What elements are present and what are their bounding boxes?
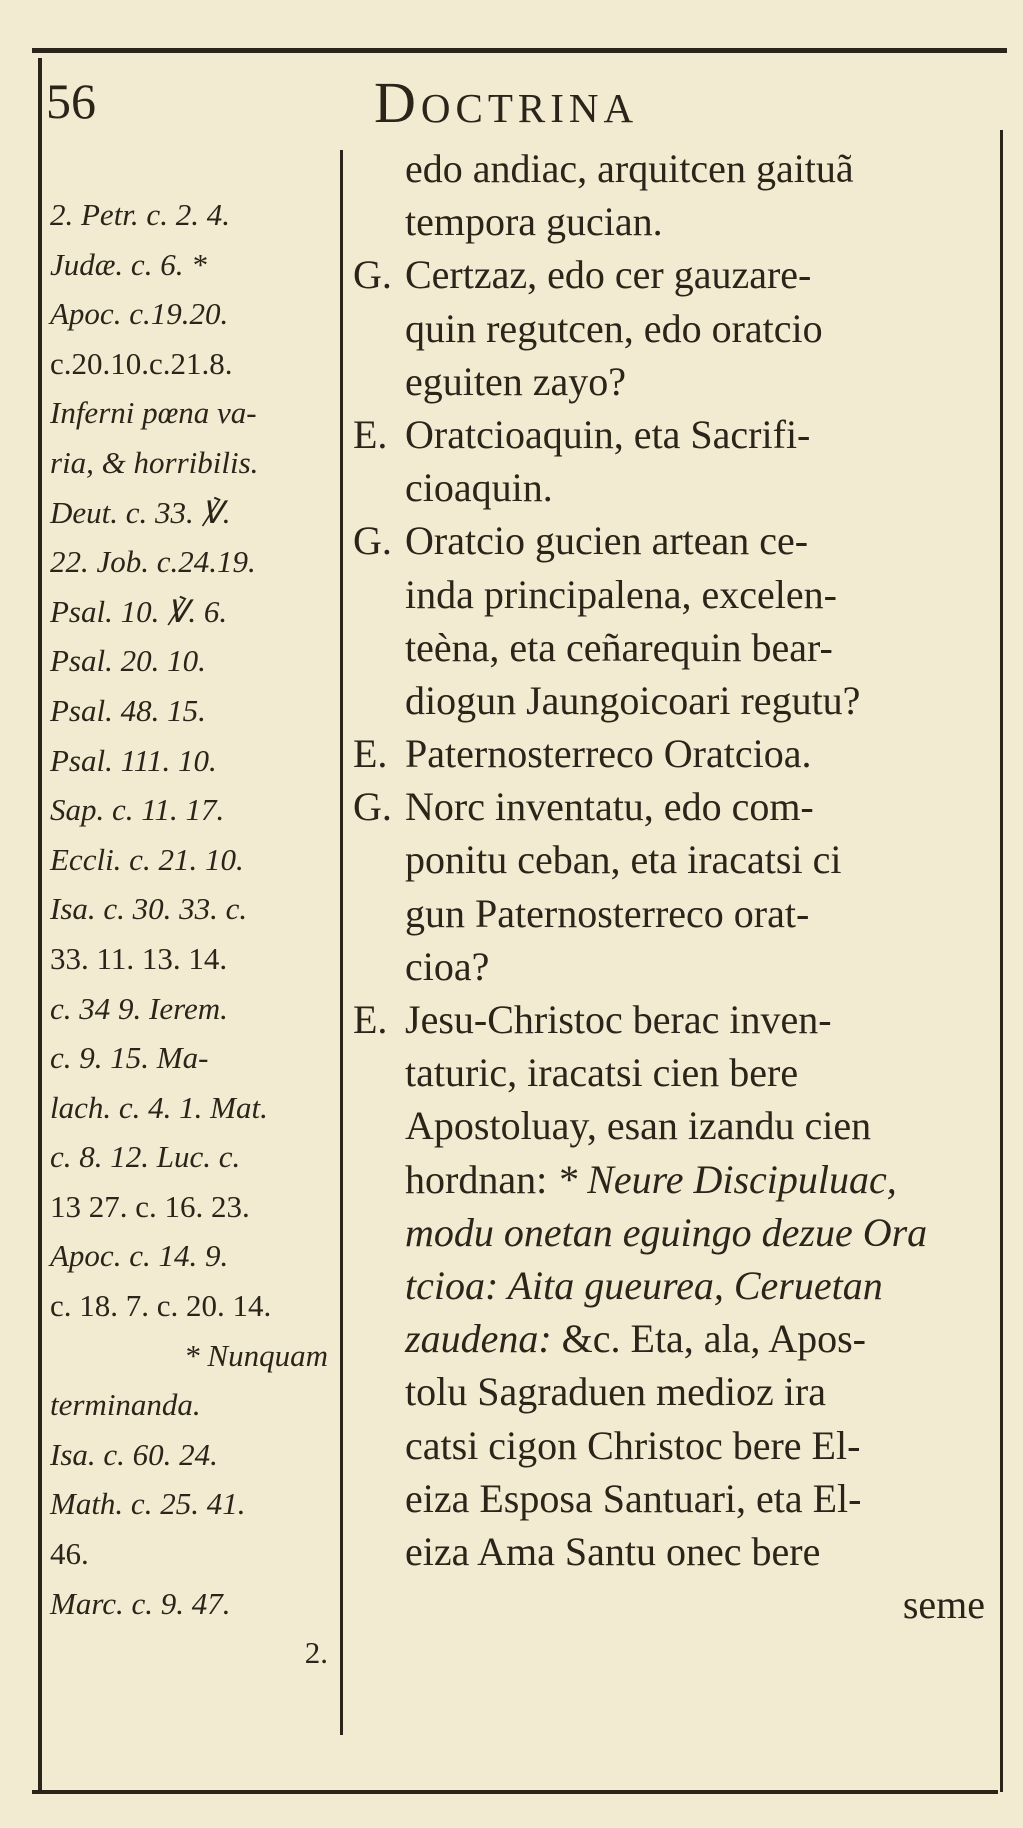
- margin-note-line: Sap. c. 11. 17.: [50, 792, 225, 828]
- bottom-rule: [32, 1790, 998, 1794]
- text-line: [355, 195, 995, 248]
- text-segment: seme: [902, 1582, 985, 1628]
- margin-note-line: Judæ. c. 6. *: [50, 246, 207, 282]
- text-line: [355, 1419, 995, 1472]
- text-segment: &c. Eta, ala, Apos-: [561, 1316, 866, 1362]
- margin-note-line: Deut. c. 33. ℣.: [50, 494, 231, 530]
- text-line: [355, 408, 995, 461]
- text-line: [355, 674, 995, 727]
- text-line: [355, 780, 995, 833]
- text-segment: inda principalena, excelen-: [405, 571, 837, 617]
- text-segment: taturic, iracatsi cien bere: [405, 1050, 799, 1096]
- text-segment: Oratcioaquin, eta Sacrifi-: [405, 411, 811, 457]
- page-number: 56: [46, 73, 96, 129]
- text-segment: hordnan:: [405, 1156, 558, 1202]
- margin-note-line: Psal. 48. 15.: [50, 692, 206, 728]
- text-line: [355, 302, 995, 355]
- column-divider: [340, 150, 343, 1735]
- text-segment: cioaquin.: [405, 465, 553, 511]
- right-frame-rule: [1000, 130, 1003, 1792]
- text-segment: cioa?: [405, 943, 490, 989]
- text-line: [355, 887, 995, 940]
- text-line: [355, 1578, 995, 1631]
- text-segment: ponitu ceban, eta iracatsi ci: [405, 837, 842, 883]
- text-segment: Jesu-Christoc berac inven-: [405, 997, 832, 1042]
- text-segment: Oratcio gucien artean ce-: [405, 518, 809, 564]
- text-segment: catsi cigon Christoc bere El-: [405, 1422, 861, 1468]
- text-line: [355, 142, 995, 195]
- text-line: [355, 461, 995, 514]
- text-segment: Apostoluay, esan izandu cien: [405, 1103, 872, 1149]
- margin-note-line: Isa. c. 30. 33. c.: [50, 891, 248, 927]
- margin-note-line: 33. 11. 13. 14.: [50, 940, 228, 976]
- text-line: [355, 1153, 995, 1206]
- text-segment: Paternosterreco Oratcioa.: [405, 731, 812, 777]
- text-line: [355, 1206, 995, 1259]
- text-segment: edo andiac, arquitcen gaituã: [405, 146, 854, 191]
- margin-note-line: Psal. 111. 10.: [50, 742, 217, 778]
- margin-note-line: c. 8. 12. Luc. c.: [50, 1139, 241, 1175]
- speaker-label: E.: [353, 731, 388, 777]
- text-segment: eiza Esposa Santuari, eta El-: [405, 1475, 862, 1521]
- text-line: [355, 1099, 995, 1152]
- text-segment: Norc inventatu, edo com-: [405, 784, 814, 830]
- margin-notes: [50, 190, 340, 1678]
- text-segment: diogun Jaungoicoari regutu?: [405, 677, 861, 723]
- text-segment: zaudena:: [405, 1316, 562, 1362]
- text-segment: Certzaz, edo cer gauzare-: [405, 252, 812, 298]
- speaker-label: G.: [353, 784, 392, 830]
- text-line: [355, 993, 995, 1046]
- text-segment: * Neure Discipuluac,: [557, 1156, 897, 1202]
- text-segment: tcioa: Aita gueurea, Ceruetan: [405, 1262, 883, 1308]
- main-text: [355, 142, 995, 1631]
- text-segment: modu onetan eguingo dezue Ora: [405, 1209, 928, 1255]
- margin-note-line: c. 9. 15. Ma-: [50, 1040, 209, 1076]
- text-line: [355, 833, 995, 886]
- margin-note-line: 2.: [304, 1635, 328, 1671]
- margin-note-line: Eccli. c. 21. 10.: [50, 841, 244, 877]
- text-segment: eiza Ama Santu onec bere: [405, 1528, 821, 1574]
- left-frame-rule: [38, 58, 42, 1793]
- margin-note-line: Inferni pœna va-: [50, 395, 257, 431]
- text-line: [355, 621, 995, 674]
- speaker-label: E.: [353, 997, 388, 1042]
- margin-note-line: 13 27. c. 16. 23.: [50, 1188, 250, 1224]
- margin-note-line: ria, & horribilis.: [50, 444, 259, 480]
- margin-note-line: 46.: [50, 1536, 89, 1572]
- text-line: [355, 1312, 995, 1365]
- margin-note-line: Isa. c. 60. 24.: [50, 1436, 218, 1472]
- text-line: [355, 568, 995, 621]
- text-line: [355, 1525, 995, 1578]
- margin-note-line: c. 34 9. Ierem.: [50, 990, 228, 1026]
- text-line: [355, 355, 995, 408]
- margin-note-line: 2. Petr. c. 2. 4.: [50, 197, 230, 232]
- text-line: [355, 940, 995, 993]
- margin-note-line: terminanda.: [50, 1387, 201, 1423]
- margin-note-line: Apoc. c.19.20.: [50, 296, 229, 332]
- margin-note-line: * Nunquam: [184, 1337, 328, 1373]
- text-segment: quin regutcen, edo oratcio: [405, 305, 823, 351]
- speaker-label: E.: [353, 411, 388, 457]
- text-segment: tolu Sagraduen medioz ira: [405, 1369, 826, 1415]
- text-line: [355, 514, 995, 567]
- margin-note-line: Apoc. c. 14. 9.: [50, 1238, 229, 1274]
- text-line: [355, 1046, 995, 1099]
- text-line: [355, 1365, 995, 1418]
- text-line: [355, 1472, 995, 1525]
- speaker-label: G.: [353, 518, 392, 564]
- text-segment: eguiten zayo?: [405, 358, 626, 404]
- text-line: [355, 248, 995, 301]
- text-segment: tempora gucian.: [405, 199, 663, 245]
- margin-note-line: Marc. c. 9. 47.: [50, 1585, 231, 1621]
- text-line: [355, 727, 995, 780]
- margin-note-line: c.20.10.c.21.8.: [50, 345, 233, 381]
- top-rule: [32, 48, 1007, 53]
- text-segment: gun Paternosterreco orat-: [405, 890, 810, 936]
- text-segment: teèna, eta ceñarequin bear-: [405, 624, 833, 670]
- text-line: [355, 1259, 995, 1312]
- margin-note-line: lach. c. 4. 1. Mat.: [50, 1089, 268, 1125]
- speaker-label: G.: [353, 252, 392, 298]
- margin-note-line: 22. Job. c.24.19.: [50, 544, 256, 580]
- margin-note-line: Math. c. 25. 41.: [50, 1486, 246, 1522]
- margin-note-line: Psal. 20. 10.: [50, 643, 206, 679]
- running-head: Doctrina: [374, 70, 639, 135]
- margin-note-line: c. 18. 7. c. 20. 14.: [50, 1288, 272, 1324]
- margin-note-line: Psal. 10. ℣. 6.: [50, 593, 228, 629]
